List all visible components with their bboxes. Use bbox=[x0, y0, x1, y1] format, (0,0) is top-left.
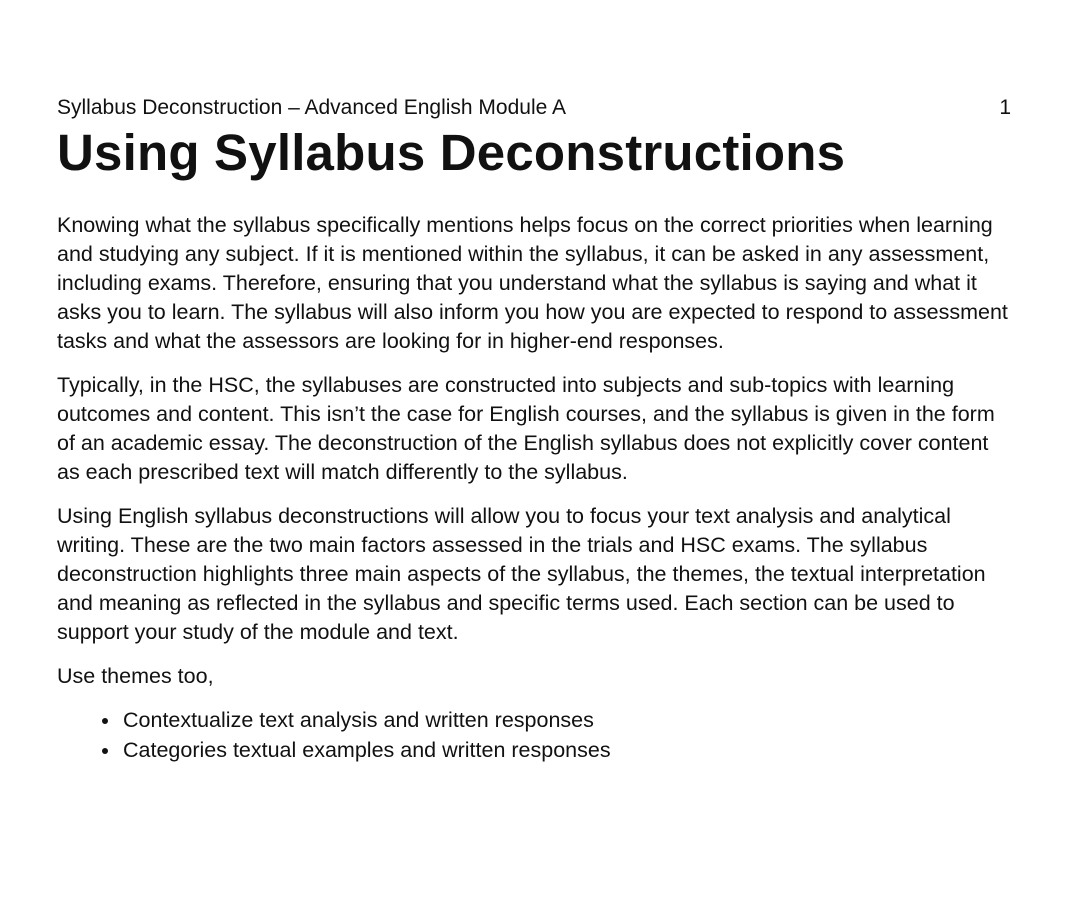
paragraph: Using English syllabus deconstructions will allow you to focus your text analysis and analytical writing. These are the two main factors assessed in the trials and HSC exams. The syllabus deconstruction highlights three main aspects of the syllabus, the themes, the textual interpretation and meaning as reflected in the syllabus and specific terms used. Each section can be used to support your study of the module and text. bbox=[57, 504, 986, 644]
document-page bbox=[57, 94, 1017, 765]
list-item: • Categories textual examples and written responses bbox=[121, 736, 1017, 766]
paragraph: Use themes too, bbox=[57, 664, 214, 688]
document-body bbox=[57, 211, 1017, 765]
paragraph: Typically, in the HSC, the syllabuses are constructed into subjects and sub-topics with learning outcomes and content. This isn’t the case for English courses, and the syllabus is given in the form of an academic essay. The deconstruction of the English syllabus does not explicitly cover content as each prescribed text will match differently to the syllabus. bbox=[57, 373, 995, 484]
paragraph: Knowing what the syllabus specifically mentions helps focus on the correct priorities when learning and studying any subject. If it is mentioned within the syllabus, it can be asked in any assessment, including exams. Therefore, ensuring that you understand what the syllabus is saying and what it asks you to learn. The syllabus will also inform you how you are expected to respond to assessment tasks and what the assessors are looking for in higher-end responses. bbox=[57, 213, 1008, 353]
document-title: Using Syllabus Deconstructions bbox=[57, 124, 846, 181]
bullet-list bbox=[57, 706, 1017, 765]
page-number: 1 bbox=[999, 96, 1011, 119]
page-header bbox=[57, 94, 1017, 122]
running-title: Syllabus Deconstruction – Advanced English Module A bbox=[57, 96, 566, 119]
list-item: • Contextualize text analysis and written responses bbox=[121, 706, 1017, 736]
